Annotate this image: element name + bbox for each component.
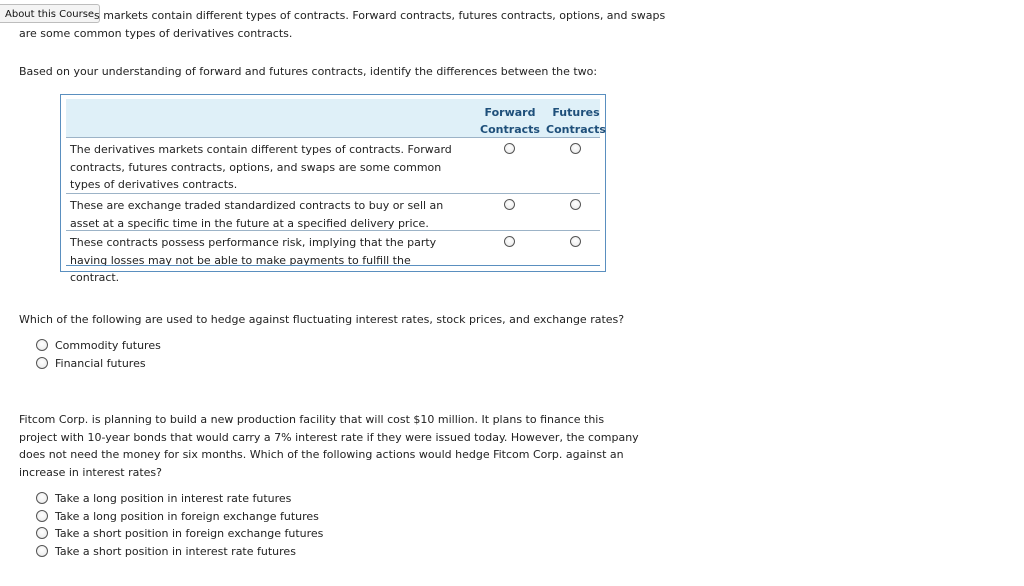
intro-text [19, 7, 679, 43]
option-long-interest-rate-futures[interactable] [36, 490, 323, 508]
question-3-prompt: Fitcom Corp. is planning to build a new production facility that will cost $10 million. It plans to finance this project with 10-year bonds that would carry a 7% interest rate if they were issued today. However, the company does not need the money for six months. Which of the following actions would hedge Fitcom Corp. against an increase in interest rates? [19, 413, 639, 479]
option-commodity-futures[interactable] [36, 337, 161, 355]
row-2-futures-radio[interactable] [570, 199, 581, 210]
column-header-futures: Futures Contracts [546, 106, 606, 136]
option-label: Financial futures [55, 356, 146, 370]
option-label: Take a short position in foreign exchange futures [55, 527, 324, 540]
table-row [66, 137, 600, 194]
radio-button[interactable] [36, 527, 48, 539]
about-course-tab[interactable]: About this Course [0, 4, 100, 23]
row-1-futures-radio[interactable] [570, 143, 581, 154]
question-2-prompt: Which of the following are used to hedge against fluctuating interest rates, stock prices, and exchange rates? [19, 313, 625, 326]
option-label: Commodity futures [55, 339, 161, 352]
radio-button[interactable] [36, 357, 48, 369]
intro-line-2: are some common types of derivatives contracts. [19, 27, 293, 40]
table-row [66, 193, 600, 231]
contracts-table [60, 94, 606, 284]
column-header-forward: Forward Contracts [480, 106, 540, 136]
option-label: Take a short position in interest rate futures [55, 544, 296, 558]
option-financial-futures[interactable] [36, 355, 161, 373]
option-short-interest-rate-futures[interactable] [36, 543, 323, 561]
question-1-prompt: Based on your understanding of forward and futures contracts, identify the differences between the two: [19, 65, 598, 78]
table-row [66, 230, 600, 284]
radio-button[interactable] [36, 492, 48, 504]
row-3-text: These contracts possess performance risk, implying that the party having losses may not be able to make payments to fulfill the contract. [70, 236, 437, 284]
intro-line-1: s markets contain different types of contracts. Forward contracts, futures contracts, options, and swaps [94, 9, 666, 22]
radio-button[interactable] [36, 339, 48, 351]
table-header [66, 99, 606, 137]
question-2-options [36, 337, 161, 372]
row-2-text: These are exchange traded standardized contracts to buy or sell an asset at a specific time in the future at a specified delivery price. [70, 199, 444, 230]
radio-button[interactable] [36, 545, 48, 557]
option-long-foreign-exchange-futures[interactable] [36, 508, 323, 526]
radio-button[interactable] [36, 510, 48, 522]
option-short-foreign-exchange-futures[interactable] [36, 525, 323, 543]
table-bottom-rule [66, 265, 600, 266]
option-label: Take a long position in foreign exchange futures [55, 509, 319, 523]
row-3-forward-radio[interactable] [504, 236, 515, 247]
option-label: Take a long position in interest rate futures [55, 492, 292, 505]
row-1-text: The derivatives markets contain different types of contracts. Forward contracts, futures contracts, options, and swaps are some common types of derivatives contracts. [70, 143, 452, 191]
question-3-options [36, 490, 323, 560]
row-1-forward-radio[interactable] [504, 143, 515, 154]
row-2-forward-radio[interactable] [504, 199, 515, 210]
row-3-futures-radio[interactable] [570, 236, 581, 247]
